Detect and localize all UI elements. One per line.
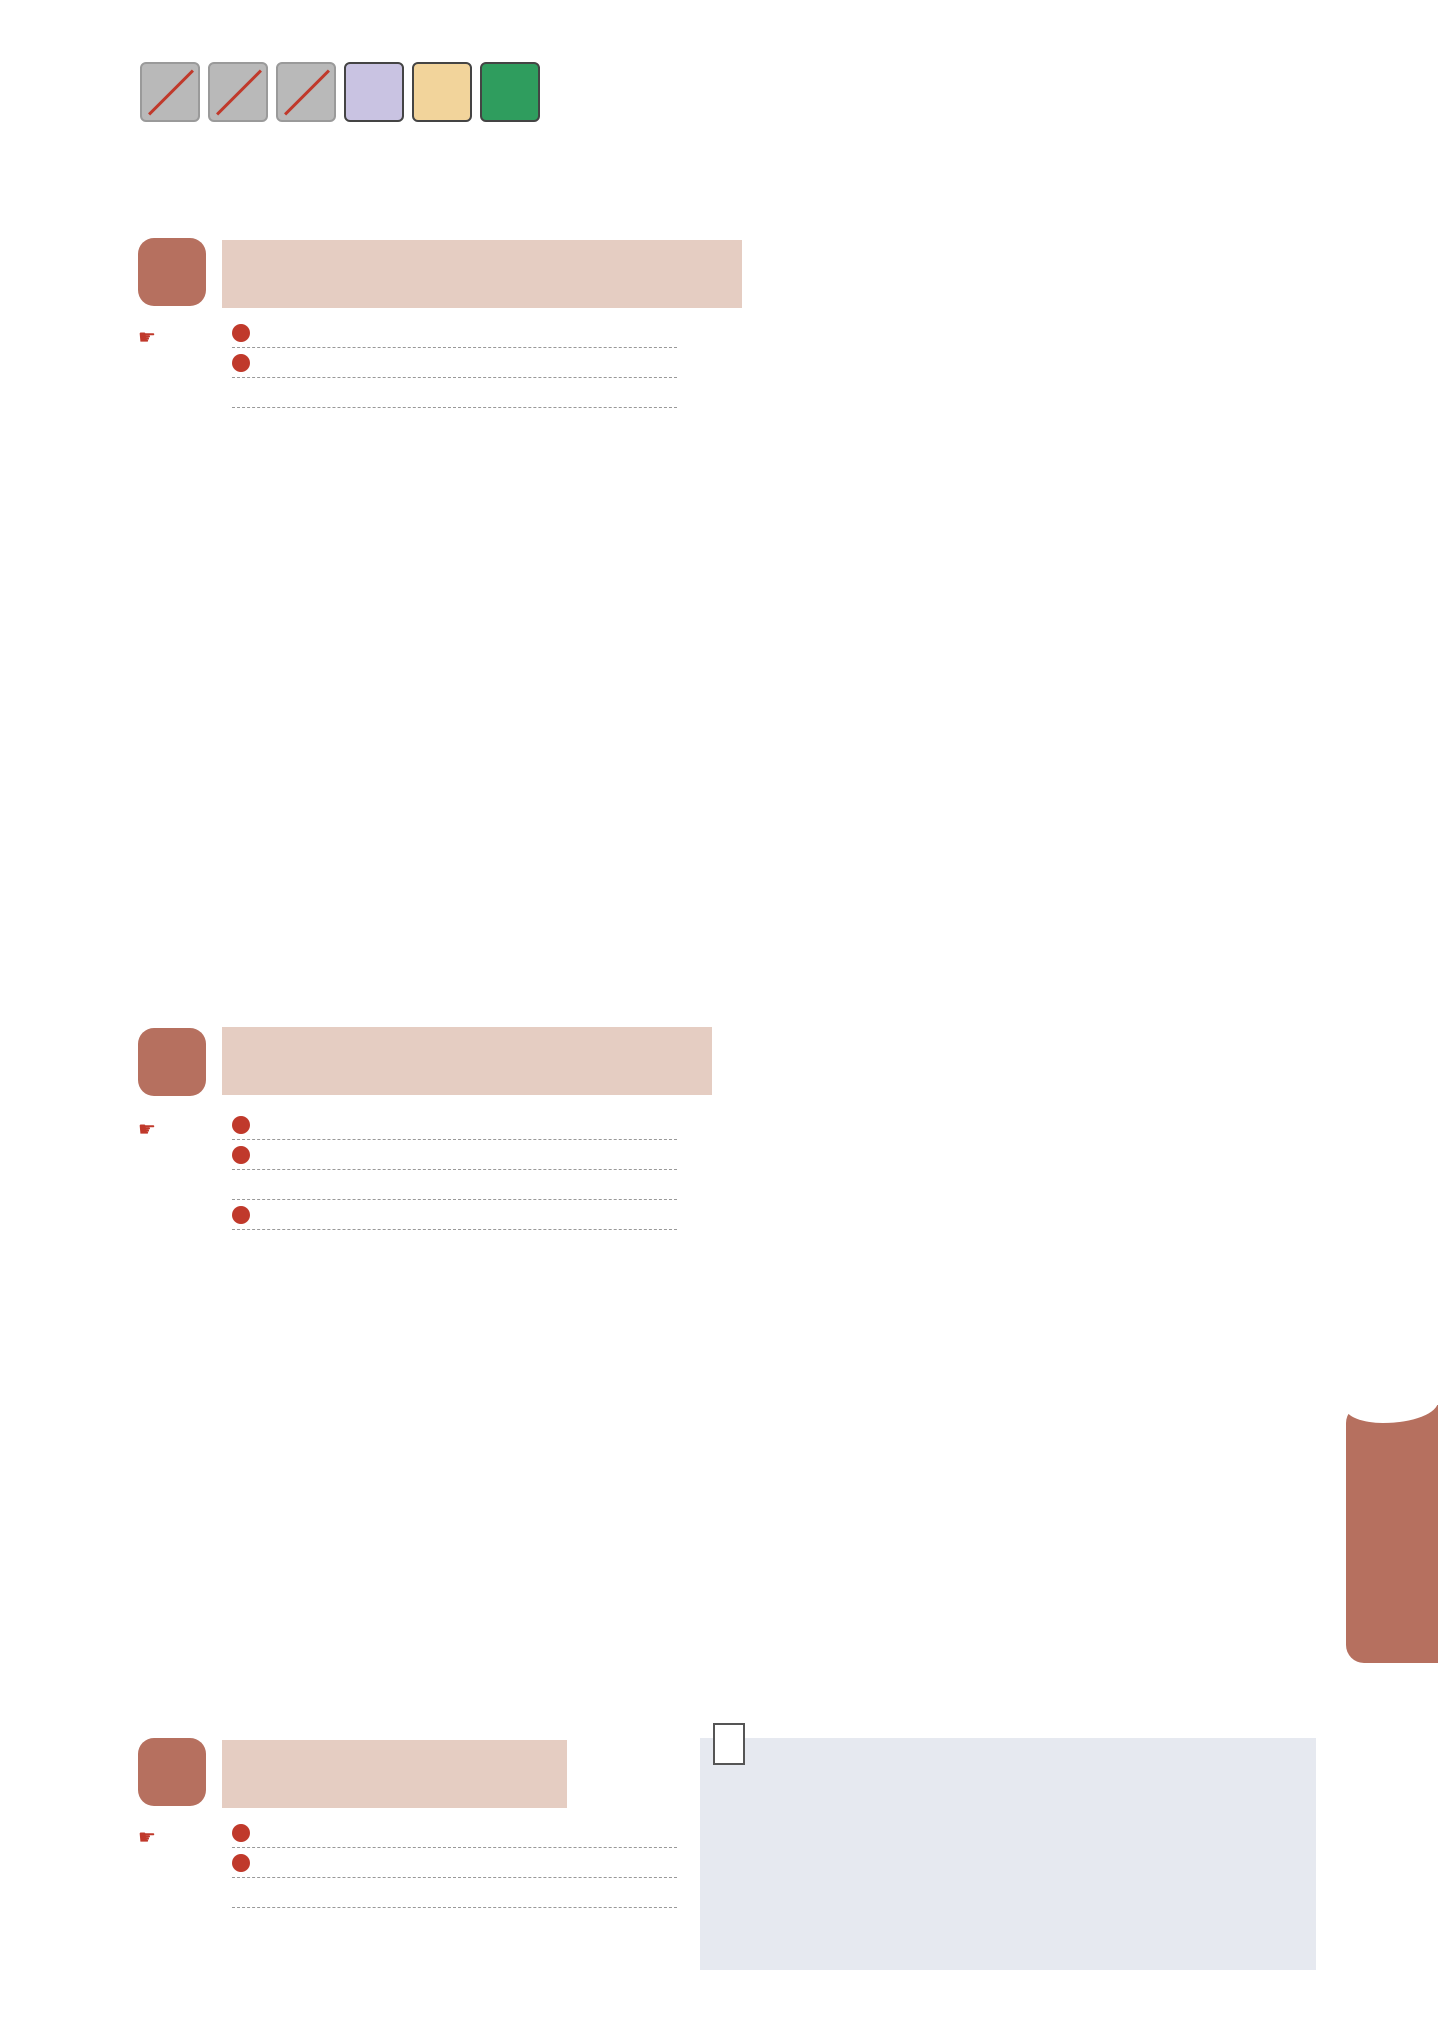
point-list-hex <box>232 1110 677 1230</box>
shape-badge-square <box>138 238 206 306</box>
hot-air-ng-icon <box>208 62 268 122</box>
shape-badge-oct <box>138 1738 206 1806</box>
sterilizer-ok-icon <box>412 62 472 122</box>
point-item <box>232 378 677 408</box>
log-type-panel <box>700 1738 1316 1970</box>
point-tag <box>138 325 156 349</box>
color-row-1 <box>234 1746 555 1778</box>
point-number <box>232 354 250 372</box>
chlorine-bleach-ok-icon <box>480 62 540 122</box>
point-item <box>232 1140 677 1170</box>
point-tag <box>138 1117 156 1141</box>
side-tab-alacarte <box>1346 1405 1438 1663</box>
point-item <box>232 1110 677 1140</box>
point-number <box>232 1854 250 1872</box>
pointing-hand-icon: ☛ <box>138 1117 156 1141</box>
point-item <box>232 1170 677 1200</box>
color-row-2 <box>234 278 730 310</box>
color-row-1 <box>234 246 730 278</box>
color-options-oct <box>222 1740 567 1808</box>
hot-cold-ok-icon <box>344 62 404 122</box>
color-options-square <box>222 240 742 308</box>
point-item <box>232 1818 677 1848</box>
point-tag <box>138 1825 156 1849</box>
point-list-square <box>232 318 677 408</box>
shape-badge-hex <box>138 1028 206 1096</box>
steam-heat-ng-icon <box>140 62 200 122</box>
point-number <box>232 1824 250 1842</box>
point-number <box>232 1146 250 1164</box>
point-item <box>232 1200 677 1230</box>
point-number <box>232 1206 250 1224</box>
log-type-title <box>713 1723 745 1765</box>
point-item <box>232 1848 677 1878</box>
point-list-oct <box>232 1818 677 1908</box>
color-row-1 <box>234 1033 700 1065</box>
color-row-2 <box>234 1778 555 1810</box>
point-item <box>232 1878 677 1908</box>
pointing-hand-icon: ☛ <box>138 1825 156 1849</box>
point-number <box>232 324 250 342</box>
color-row-2 <box>234 1065 700 1097</box>
point-number <box>232 1116 250 1134</box>
point-item <box>232 318 677 348</box>
point-item <box>232 348 677 378</box>
microwave-ng-icon <box>276 62 336 122</box>
color-options-hex <box>222 1027 712 1095</box>
pointing-hand-icon: ☛ <box>138 325 156 349</box>
